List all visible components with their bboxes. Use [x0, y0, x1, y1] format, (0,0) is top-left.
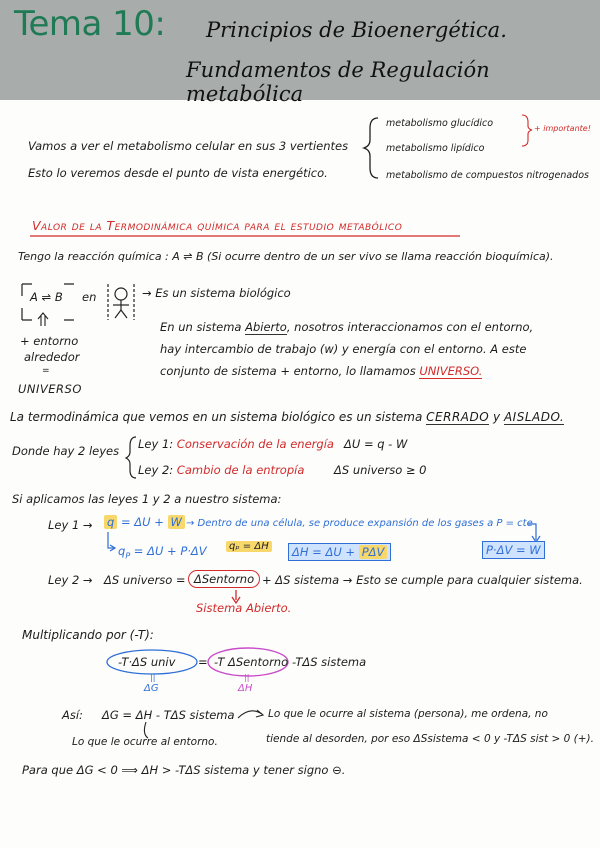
multiply-eq: = [198, 655, 208, 669]
ds-universo: ΔS universo = [104, 573, 186, 587]
intro-line-2: Esto lo veremos desde el punto de vista energético. [28, 166, 328, 180]
asi-right-2: tiende al desorden, por eso ΔSsistema < 0 y -TΔS sist > 0 (+). [266, 733, 594, 745]
eq-bar-right: || [244, 673, 250, 682]
abierto-word: Abierto [245, 320, 287, 334]
under-dh: ΔH [238, 683, 253, 694]
eq-bar-left: || [150, 673, 156, 682]
qp-rest: = ΔU + P·ΔV [133, 544, 207, 558]
entorno-line-1: + entorno [20, 334, 79, 348]
ley2-text: Cambio de la entropía [176, 463, 305, 477]
asi-final: Para que ΔG < 0 ⟹ ΔH > -TΔS sistema y tener signo ⊖. [22, 763, 346, 777]
abierto-line-3 [160, 364, 482, 378]
qp-q: q [118, 544, 126, 558]
multiply-title: Multiplicando por (-T): [22, 628, 154, 642]
branch-nitrogenados: metabolismo de compuestos nitrogenados [386, 170, 589, 181]
aislado-word: AISLADO. [503, 410, 565, 424]
w-symbol: W [168, 515, 185, 529]
title-line-1: Principios de Bioenergética. [206, 18, 507, 42]
pdv-term: PΔV [359, 545, 388, 559]
tema-number: Tema 10: [14, 4, 166, 44]
q-comment: → Dentro de una célula, se produce expansión de los gases a P = cte [186, 518, 533, 529]
asi-equation: ΔG = ΔH - TΔS sistema [102, 708, 235, 722]
universo-word: UNIVERSO. [419, 364, 483, 378]
q-equation: = ΔU + [120, 515, 164, 529]
intro-line-1: Vamos a ver el metabolismo celular en sus 3 vertientes [28, 139, 349, 153]
sistema-abierto-note: Sistema Abierto. [196, 601, 292, 615]
pdv-w-box: P·ΔV = W [482, 541, 545, 559]
en-word: en [82, 290, 97, 304]
ley2-label: Ley 2: [138, 463, 174, 477]
termo-y: y [493, 410, 501, 424]
cerrado-word: CERRADO [426, 410, 490, 424]
multiply-rest: -TΔS sistema [292, 655, 367, 669]
qp-sub: P [125, 551, 131, 561]
termo-line [10, 410, 564, 424]
under-dg: ΔG [144, 683, 159, 694]
branch-glucidico: metabolismo glucídico [386, 118, 494, 129]
abierto-text-a: En un sistema [160, 320, 242, 334]
ley1-eq: ΔU = q - W [344, 437, 408, 451]
multiply-right: -T ΔSentorno [214, 655, 289, 669]
entorno-equals: = [42, 366, 50, 376]
sistema-biologico: → Es un sistema biológico [142, 286, 291, 300]
termo-text: La termodinámica que vemos en un sistema biológico es un sistema [10, 410, 423, 424]
dh-equation: ΔH = ΔU + [292, 545, 356, 559]
q-symbol: q [104, 515, 117, 529]
abierto-line-1 [160, 320, 533, 334]
asi-label: Así: [62, 708, 83, 722]
qp-equation [118, 544, 207, 560]
dh-equation-box [288, 543, 391, 561]
donde-leyes: Donde hay 2 leyes [12, 444, 120, 458]
apply-ley2: Ley 2 → [48, 573, 93, 587]
asi-left-2: Lo que le ocurre al entorno. [72, 736, 218, 748]
importante-note: + importante! [534, 124, 591, 133]
multiply-left: -T·ΔS univ [118, 655, 176, 669]
asi-right-1: Lo que le ocurre al sistema (persona), me ordena, no [268, 708, 548, 720]
ley1-text: Conservación de la energía [176, 437, 334, 451]
ds-entorno-circle: ΔSentorno [188, 570, 260, 588]
apply-intro: Si aplicamos las leyes 1 y 2 a nuestro sistema: [12, 492, 282, 506]
ley2-row [138, 463, 304, 477]
branch-lipidico: metabolismo lipídico [386, 143, 485, 154]
reaction-line: Tengo la reacción química : A ⇌ B (Si ocurre dentro de un ser vivo se llama reacción bioquímica). [18, 250, 554, 263]
abierto-text-c: conjunto de sistema + entorno, lo llamamos [160, 364, 416, 378]
title-line-2: Fundamentos de Regulación metabólica [186, 58, 490, 106]
abierto-text-b: , nosotros interaccionamos con el entorno, [286, 320, 534, 334]
abierto-line-2: hay intercambio de trabajo (w) y energía con el entorno. A este [160, 342, 527, 356]
ds-rest: + ΔS sistema → Esto se cumple para cualquier sistema. [262, 573, 583, 587]
qp-dh-box: qₚ = ΔH [226, 541, 272, 552]
reaction-box-label: A ⇌ B [30, 290, 63, 304]
ley1-row [138, 437, 334, 451]
ley1-label: Ley 1: [138, 437, 174, 451]
entorno-line-2: alrededor [24, 350, 80, 364]
ley2-eq: ΔS universo ≥ 0 [334, 463, 427, 477]
apply-ley1: Ley 1 → [48, 518, 93, 532]
ley1-equation [104, 515, 185, 529]
section-title: Valor de la Termodinámica química para el estudio metabólico [32, 218, 403, 233]
universo-label: UNIVERSO [18, 382, 82, 396]
